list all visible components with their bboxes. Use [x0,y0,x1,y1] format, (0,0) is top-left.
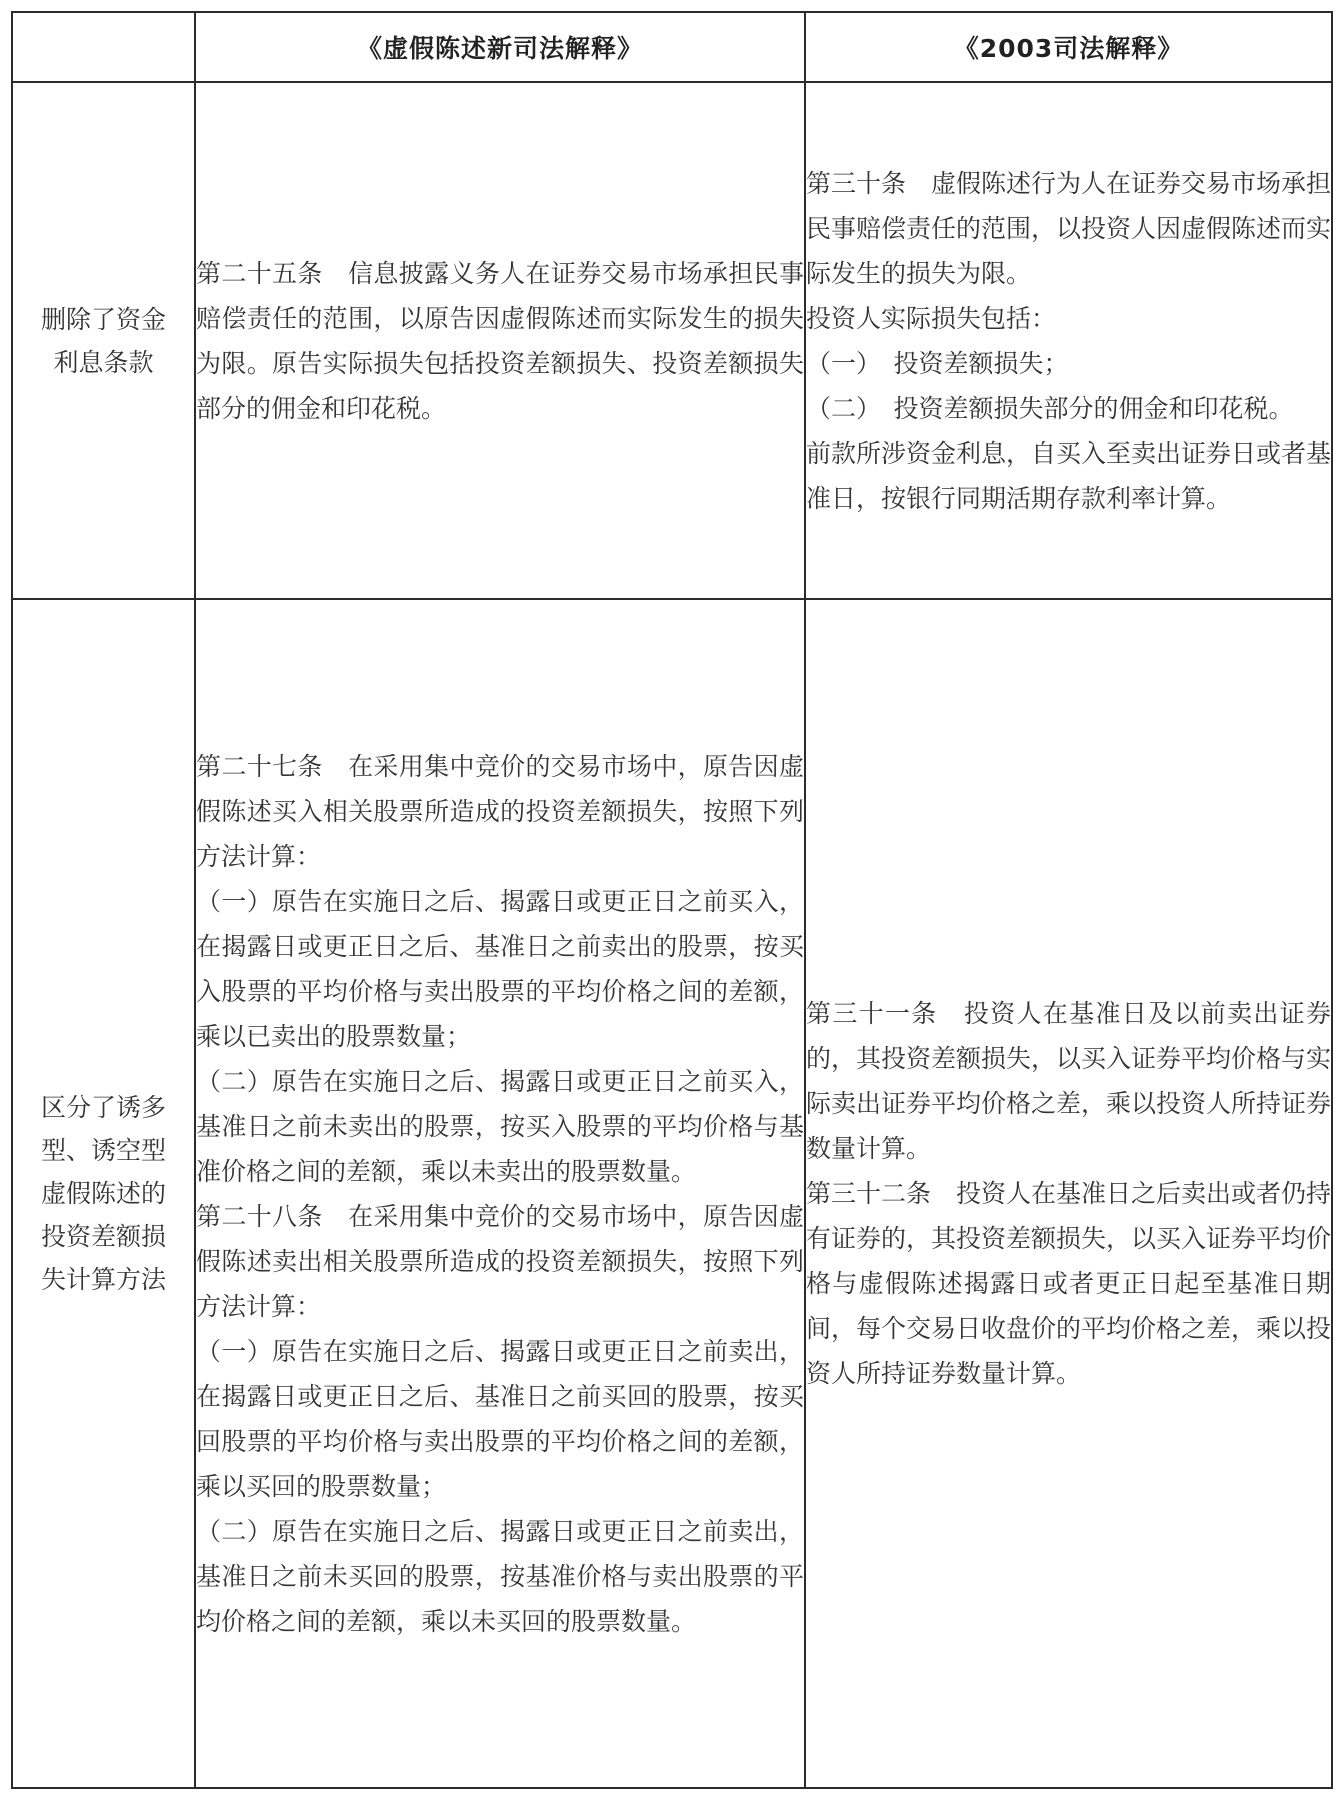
article-paragraph: （一） 投资差额损失； [806,348,1069,378]
article-paragraph: （二） 投资差额损失部分的佣金和印花税。 [806,393,1294,423]
article-paragraph: 第二十五条 信息披露义务人在证券交易市场承担民事赔偿责任的范围，以原告因虚假陈述而实际发生的损失为限。原告实际损失包括投资差额损失、投资差额损失部分的佣金和印花税。 [196,258,804,423]
article-paragraph: （二）原告在实施日之后、揭露日或更正日之前买入，基准日之前未卖出的股票，按买入股票的平均价格与基准价格之间的差额，乘以未卖出的股票数量。 [196,1066,804,1186]
header-blank-cell [12,12,195,82]
article-paragraph: 第三十二条 投资人在基准日之后卖出或者仍持有证券的，其投资差额损失，以买入证券平均价格与虚假陈述揭露日或者更正日起至基准日期间，每个交易日收盘价的平均价格之差，乘以投资人所持证券数量计算。 [806,1179,1332,1388]
header-new-interpretation: 《虚假陈述新司法解释》 [195,12,805,82]
table-row [12,82,1332,599]
comparison-table [11,11,1333,1789]
article-paragraph: 第三十条 虚假陈述行为人在证券交易市场承担民事赔偿责任的范围，以投资人因虚假陈述而实际发生的损失为限。 [806,168,1332,288]
old-interpretation-cell [805,599,1332,1788]
row-label-line: 失计算方法 [40,1265,166,1294]
table-row [12,599,1332,1788]
row-label-line: 投资差额损 [40,1222,166,1251]
old-interpretation-cell [805,82,1332,599]
row-label-line: 虚假陈述的 [40,1179,166,1208]
article-paragraph: 第二十七条 在采用集中竞价的交易市场中，原告因虚假陈述买入相关股票所造成的投资差额损失，按照下列方法计算： [196,751,804,871]
row-label-line: 型、诱空型 [40,1136,166,1165]
article-paragraph: 第二十八条 在采用集中竞价的交易市场中，原告因虚假陈述卖出相关股票所造成的投资差额损失，按照下列方法计算： [196,1201,804,1321]
article-paragraph: 前款所涉资金利息，自买入至卖出证券日或者基准日，按银行同期活期存款利率计算。 [806,438,1332,513]
row-label-line: 区分了诱多 [40,1093,166,1122]
row-label-line: 利息条款 [53,347,154,377]
new-interpretation-cell [195,599,805,1788]
article-paragraph: 第三十一条 投资人在基准日及以前卖出证券的，其投资差额损失，以买入证券平均价格与实际卖出证券平均价格之差，乘以投资人所持证券数量计算。 [806,999,1332,1163]
row-label-line: 删除了资金 [40,304,166,334]
article-paragraph: （二）原告在实施日之后、揭露日或更正日之前卖出，基准日之前未买回的股票，按基准价格与卖出股票的平均价格之间的差额，乘以未买回的股票数量。 [196,1516,804,1636]
header-old-interpretation: 《2003司法解释》 [805,12,1332,82]
article-paragraph: （一）原告在实施日之后、揭露日或更正日之前卖出，在揭露日或更正日之后、基准日之前买回的股票，按买回股票的平均价格与卖出股票的平均价格之间的差额，乘以买回的股票数量； [196,1336,804,1501]
row-label [12,82,195,599]
new-interpretation-cell [195,82,805,599]
article-paragraph: （一）原告在实施日之后、揭露日或更正日之前买入，在揭露日或更正日之后、基准日之前卖出的股票，按买入股票的平均价格与卖出股票的平均价格之间的差额，乘以已卖出的股票数量； [196,886,804,1051]
article-paragraph: 投资人实际损失包括： [806,303,1057,333]
table-header-row [12,12,1332,82]
row-label [12,599,195,1788]
